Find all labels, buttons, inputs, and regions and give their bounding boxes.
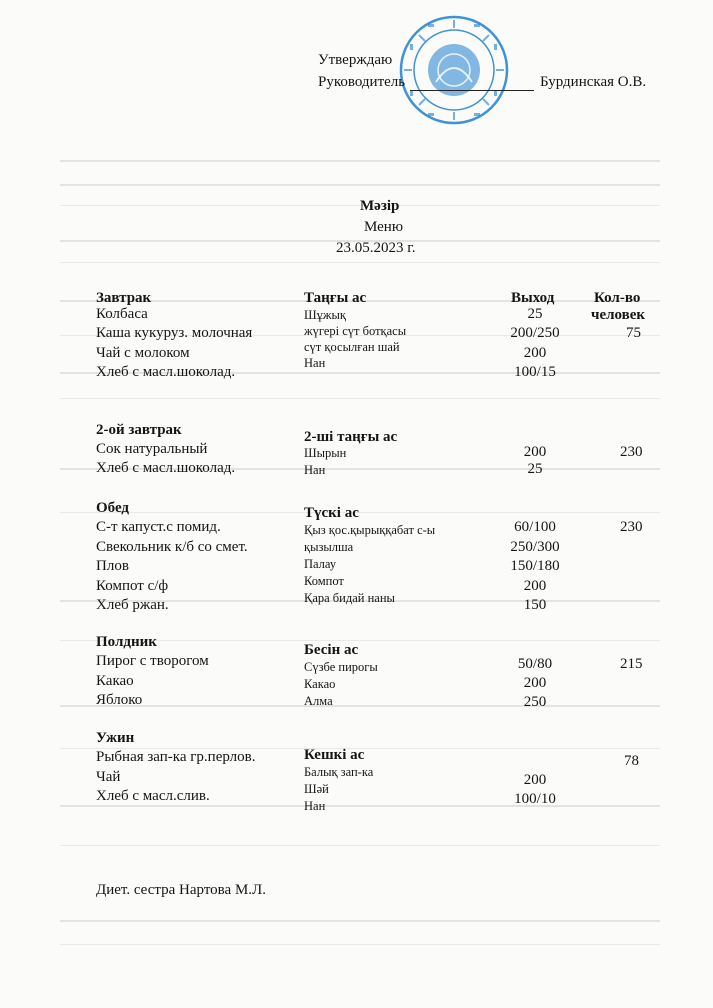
- dinner-count: 78: [624, 753, 639, 769]
- second-breakfast-output: 25: [527, 461, 543, 477]
- bleed-through-line: [60, 184, 660, 186]
- snack-count: 215: [620, 656, 643, 672]
- breakfast-item-kz: Шұжық: [304, 308, 346, 322]
- breakfast-output: 25: [527, 306, 543, 322]
- lunch-item-kz: Компот: [304, 574, 344, 588]
- lunch-item-kz: Қара бидай наны: [304, 591, 395, 605]
- second-breakfast-item-ru: Хлеб с масл.шоколад.: [96, 460, 236, 476]
- lunch-output: 60/100: [514, 519, 556, 535]
- snack-item-kz: Сүзбе пирогы: [304, 660, 378, 674]
- lunch-title-kz: Түскі ас: [304, 505, 359, 521]
- lunch-item-kz: Қыз қос.қырыққабат с-ы: [304, 523, 436, 537]
- snack-output: 250: [523, 694, 547, 710]
- breakfast-item-ru: Колбаса: [96, 306, 148, 322]
- breakfast-title-ru: Завтрак: [96, 290, 152, 306]
- dinner-item-kz: Балық зап-ка: [304, 765, 374, 779]
- bleed-through-line: [60, 398, 660, 399]
- breakfast-item-kz: сүт қосылған шай: [304, 340, 400, 354]
- approver-name: Бурдинская О.В.: [540, 74, 647, 90]
- title-date: 23.05.2023 г.: [336, 240, 416, 256]
- dinner-output: 200: [523, 772, 547, 788]
- dinner-output: 100/10: [514, 791, 556, 807]
- breakfast-item-ru: Каша кукуруз. молочная: [96, 325, 253, 341]
- second-breakfast-item-kz: Нан: [304, 463, 326, 477]
- lunch-count: 230: [620, 519, 643, 535]
- dinner-item-ru: Чай: [96, 769, 121, 785]
- lunch-item-kz: қызылша: [304, 540, 354, 554]
- title-ru: Меню: [364, 219, 404, 235]
- dinner-title-ru: Ужин: [96, 730, 135, 746]
- snack-item-ru: Яблоко: [96, 692, 143, 708]
- dinner-item-ru: Рыбная зап-ка гр.перлов.: [96, 749, 256, 765]
- lunch-item-ru: Плов: [96, 558, 129, 574]
- second-breakfast-item-ru: Сок натуральный: [96, 441, 208, 457]
- breakfast-item-kz: Нан: [304, 356, 326, 370]
- official-stamp: [398, 14, 510, 131]
- bleed-through-line: [60, 262, 660, 263]
- dinner-item-kz: Шәй: [304, 782, 329, 796]
- count-header-line2: человек: [591, 307, 646, 323]
- position-label: Руководитель: [318, 74, 406, 90]
- bleed-through-line: [60, 160, 660, 162]
- second-breakfast-output: 200: [523, 444, 547, 460]
- title-kz: Мәзір: [360, 198, 400, 214]
- second-breakfast-title-kz: 2-ші таңғы ас: [304, 429, 398, 445]
- lunch-title-ru: Обед: [96, 500, 130, 516]
- lunch-item-ru: С-т капуст.с помид.: [96, 519, 221, 535]
- dinner-title-kz: Кешкі ас: [304, 747, 365, 763]
- snack-item-kz: Какао: [304, 677, 336, 691]
- lunch-item-ru: Свекольник к/б со смет.: [96, 539, 248, 555]
- bleed-through-line: [60, 920, 660, 922]
- lunch-output: 200: [523, 578, 547, 594]
- dinner-item-kz: Нан: [304, 799, 326, 813]
- output-header: Выход: [511, 290, 555, 306]
- lunch-item-kz: Палау: [304, 557, 337, 571]
- dietitian-signature: Диет. сестра Нартова М.Л.: [96, 882, 266, 898]
- snack-item-ru: Пирог с творогом: [96, 653, 209, 669]
- breakfast-item-ru: Чай с молоком: [96, 345, 190, 361]
- snack-output: 200: [523, 675, 547, 691]
- snack-item-kz: Алма: [304, 694, 333, 708]
- snack-output: 50/80: [517, 656, 553, 672]
- breakfast-output: 200: [523, 345, 547, 361]
- stamp-icon: [398, 14, 510, 126]
- snack-title-ru: Полдник: [96, 634, 157, 650]
- second-breakfast-item-kz: Шырын: [304, 446, 347, 460]
- lunch-output: 250/300: [510, 539, 560, 555]
- approve-label: Утверждаю: [318, 52, 393, 68]
- breakfast-count: 75: [626, 325, 641, 341]
- lunch-output: 150/180: [510, 558, 560, 574]
- breakfast-title-kz: Таңғы ас: [304, 290, 367, 306]
- snack-item-ru: Какао: [96, 673, 134, 689]
- snack-title-kz: Бесін ас: [304, 642, 359, 658]
- second-breakfast-title-ru: 2-ой завтрак: [96, 422, 182, 438]
- count-header: Кол-во: [594, 290, 641, 306]
- second-breakfast-count: 230: [620, 444, 643, 460]
- signature-line: [410, 90, 534, 91]
- bleed-through-line: [60, 845, 660, 846]
- bleed-through-line: [60, 944, 660, 945]
- breakfast-output: 100/15: [514, 364, 556, 380]
- breakfast-output: 200/250: [510, 325, 560, 341]
- dinner-item-ru: Хлеб с масл.слив.: [96, 788, 210, 804]
- bleed-through-line: [60, 512, 660, 513]
- lunch-item-ru: Компот с/ф: [96, 578, 169, 594]
- lunch-output: 150: [523, 597, 547, 613]
- breakfast-item-kz: жүгері сүт ботқасы: [304, 324, 407, 338]
- breakfast-item-ru: Хлеб с масл.шоколад.: [96, 364, 236, 380]
- lunch-item-ru: Хлеб ржан.: [96, 597, 169, 613]
